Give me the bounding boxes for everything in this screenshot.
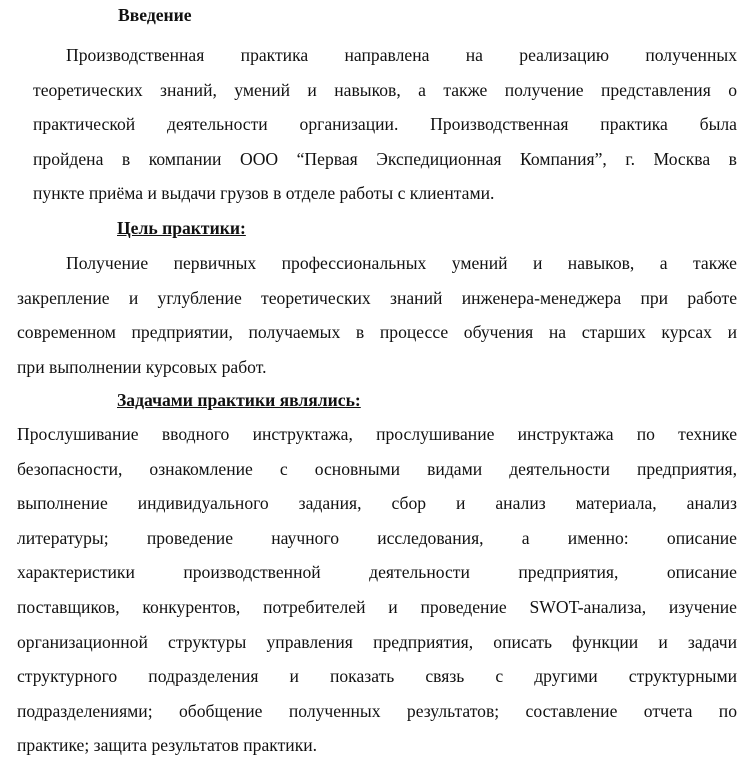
goal-line: современном предприятии, получаемых в процессе обучения на старших курсах и bbox=[17, 322, 737, 343]
tasks-line: выполнение индивидуального задания, сбор и анализ материала, анализ bbox=[17, 493, 737, 514]
tasks-line: практике; защита результатов практики. bbox=[17, 735, 318, 756]
goal-line: при выполнении курсовых работ. bbox=[17, 356, 267, 377]
tasks-line: структурного подразделения и показать связь с другими структурными bbox=[17, 666, 737, 687]
tasks-heading: Задачами практики являлись: bbox=[117, 390, 361, 410]
goal-paragraph bbox=[0, 246, 737, 384]
tasks-line: поставщиков, конкурентов, потребителей и проведение SWOT-анализа, изучение bbox=[17, 596, 737, 617]
tasks-line: Прослушивание вводного инструктажа, прослушивание инструктажа по технике bbox=[17, 424, 737, 444]
intro-line: теоретических знаний, умений и навыков, а также получение представления о bbox=[33, 79, 737, 100]
tasks-line: характеристики производственной деятельности предприятия, описание bbox=[17, 562, 737, 583]
tasks-line: организационной структуры управления предприятия, описать функции и задачи bbox=[17, 631, 737, 652]
intro-line: Производственная практика направлена на реализацию полученных bbox=[66, 45, 737, 65]
goal-line: Получение первичных профессиональных умений и навыков, а также bbox=[66, 253, 737, 273]
document-title: Введение bbox=[118, 5, 192, 25]
intro-line: пункте приёма и выдачи грузов в отделе работы с клиентами. bbox=[33, 183, 495, 204]
tasks-line: подразделениями; обобщение полученных результатов; составление отчета по bbox=[17, 700, 737, 721]
intro-line: практической деятельности организации. Производственная практика была bbox=[33, 114, 737, 135]
tasks-line: литературы; проведение научного исследования, а именно: описание bbox=[17, 527, 737, 548]
intro-line: пройдена в компании ООО “Первая Экспедиционная Компания”, г. Москва в bbox=[33, 148, 737, 169]
goal-heading: Цель практики: bbox=[117, 218, 246, 238]
intro-paragraph bbox=[0, 38, 737, 211]
tasks-paragraph bbox=[0, 417, 737, 763]
goal-line: закрепление и углубление теоретических знаний инженера-менеджера при работе bbox=[17, 287, 737, 308]
tasks-line: безопасности, ознакомление с основными видами деятельности предприятия, bbox=[17, 458, 737, 479]
